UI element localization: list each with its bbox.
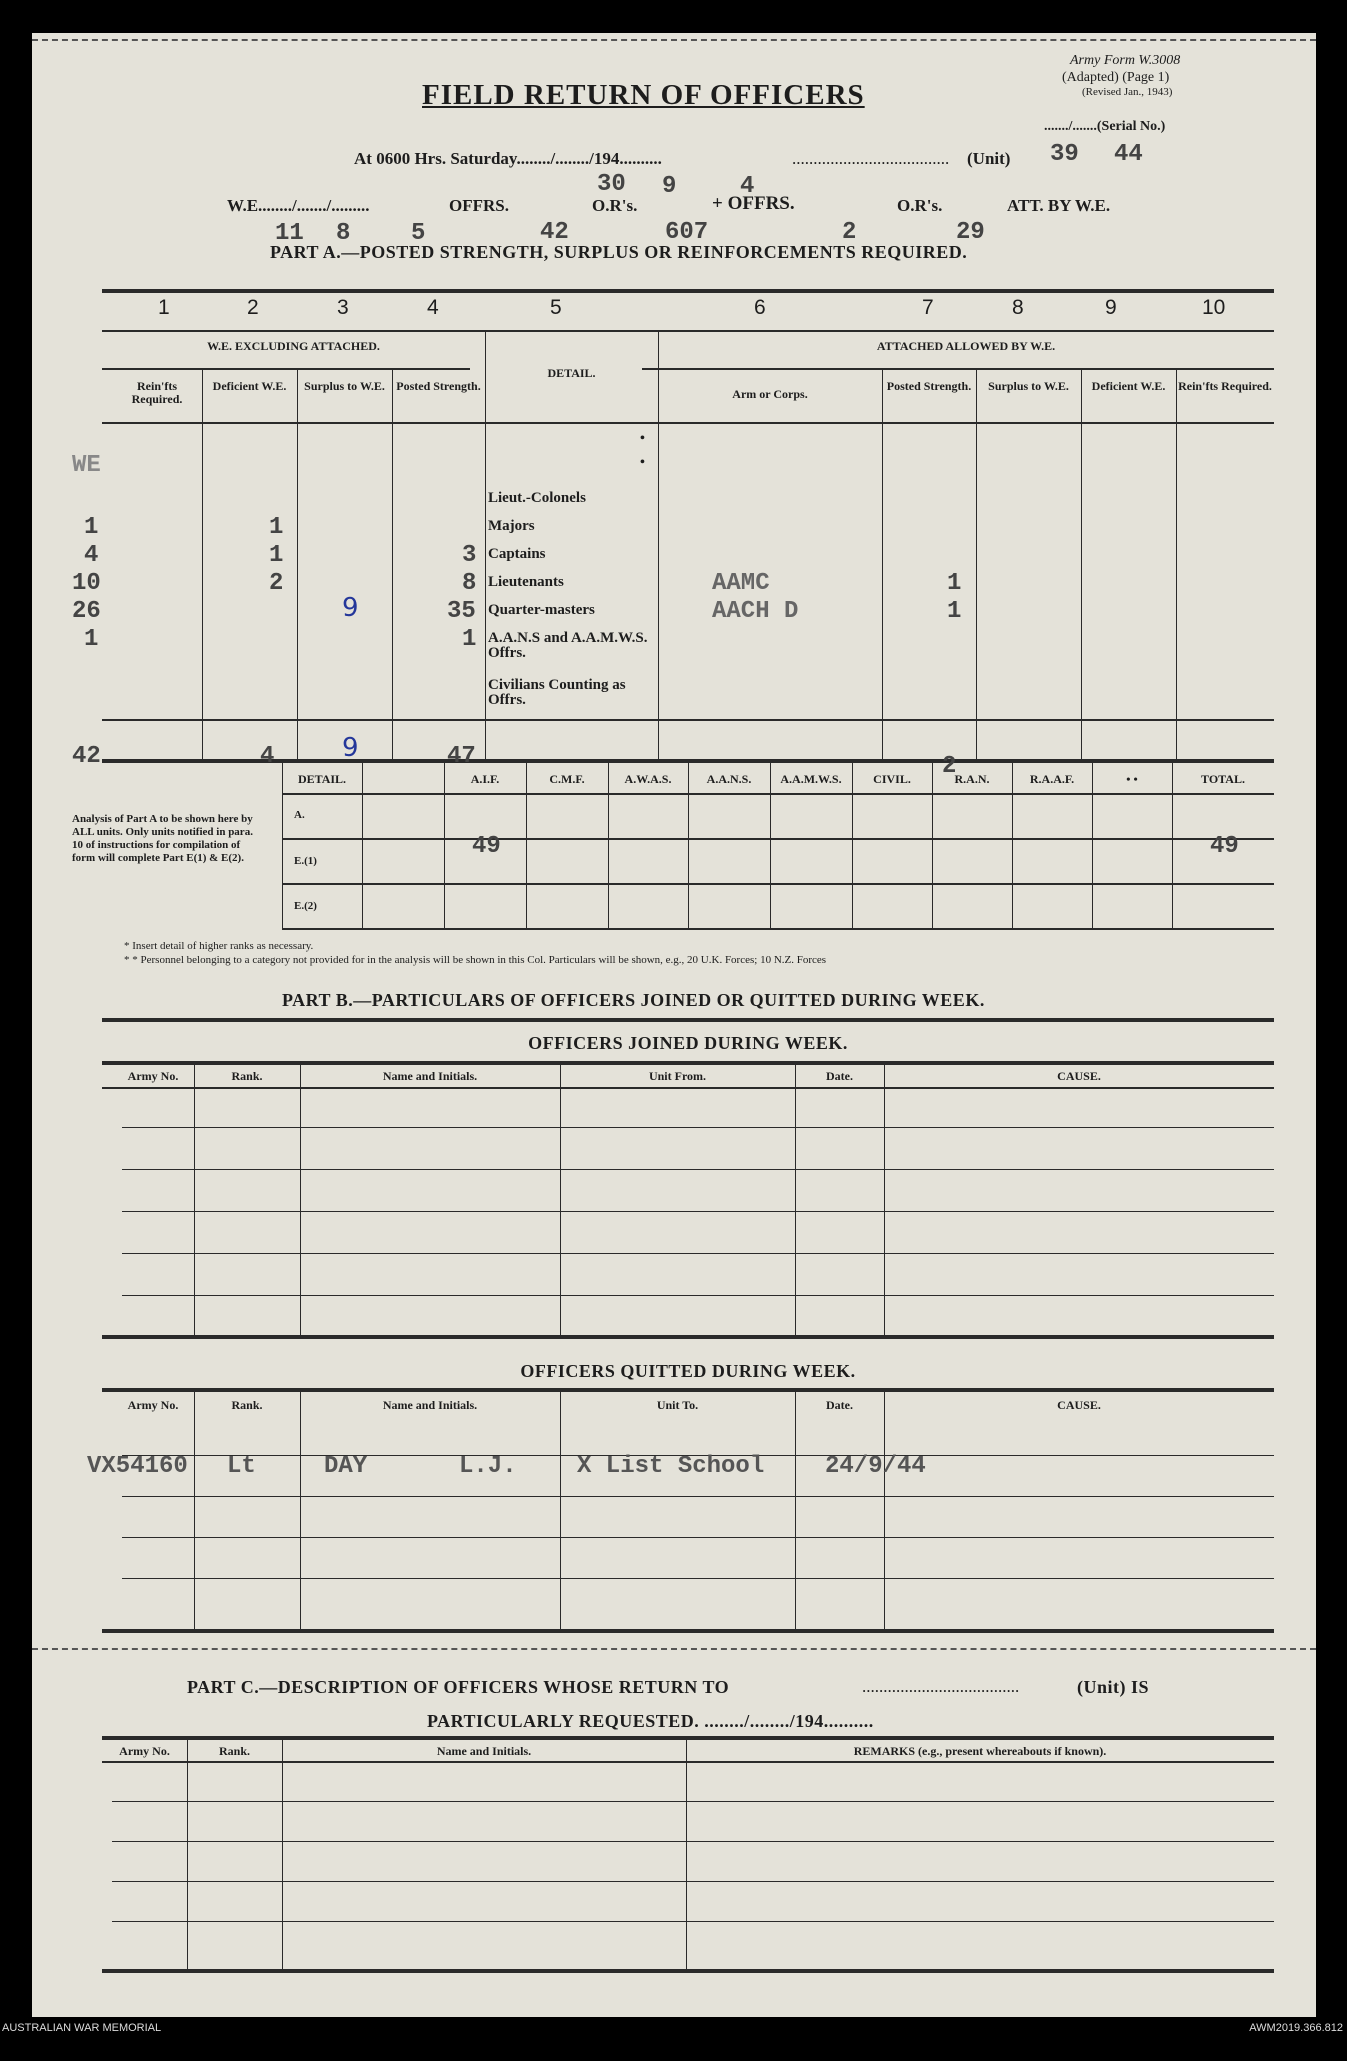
quitted-initials: L.J. xyxy=(459,1453,517,1480)
unit-dots: ..................................... xyxy=(792,149,950,168)
col-line-2 xyxy=(297,368,298,761)
part-b-heading: PART B.—PARTICULARS OF OFFICERS JOINED OR QUITTED DURING WEEK. xyxy=(282,990,985,1010)
an-head-aif: A.I.F. xyxy=(470,772,500,786)
analysis-note: Analysis of Part A to be shown here by ALL units. Only units notified in para. 10 of instructions for compilation of form will complete Part E(1) & E(2). xyxy=(72,813,253,864)
we-line-we: W.E......../......./......... xyxy=(227,196,370,215)
typed-year: 4 xyxy=(740,173,755,200)
an-line-9 xyxy=(1012,761,1013,929)
an-head-detail: DETAIL. xyxy=(297,772,347,786)
part-c-col-remarks: REMARKS (e.g., present whereabouts if known). xyxy=(853,1744,1107,1758)
quitted-line-3 xyxy=(122,1537,1274,1538)
quitted-col-1 xyxy=(194,1388,195,1631)
we-line-ors2: O.R's. xyxy=(897,196,943,215)
quitted-name: DAY xyxy=(324,1453,368,1480)
row-civilians: Civilians Counting as Offrs. xyxy=(488,677,626,708)
joined-col-4 xyxy=(795,1061,796,1337)
col-line-1 xyxy=(202,368,203,761)
form-ref-line2: (Adapted) (Page 1) xyxy=(1062,70,1170,85)
head-posted: Posted Strength. xyxy=(396,379,481,393)
typed-ors2: 29 xyxy=(956,219,985,246)
we-line-att: ATT. BY W.E. xyxy=(1007,196,1111,215)
form-sheet xyxy=(32,33,1316,2017)
joined-line-1 xyxy=(122,1127,1274,1128)
part-c-bottom-rule xyxy=(102,1969,1274,1973)
total-c3-pen: 9 xyxy=(342,733,359,763)
typed-unit-b: 44 xyxy=(1114,141,1143,168)
analysis-head-rule xyxy=(282,793,1274,795)
part-c-line-2 xyxy=(112,1841,1274,1842)
joined-line-4 xyxy=(122,1253,1274,1254)
col-num-10: 10 xyxy=(1202,296,1226,319)
corps-aach: AACH D xyxy=(712,598,799,625)
part-a-numrow-rule xyxy=(102,330,1274,332)
part-a-head-bottom xyxy=(102,422,1274,424)
quitted-col-name: Name and Initials. xyxy=(382,1398,478,1412)
an-row-e1: E.(1) xyxy=(294,855,317,867)
part-c-top-rule xyxy=(102,1736,1274,1740)
footnote-2: * * Personnel belonging to a category not provided for in the analysis will be shown in this Col. Particulars will be shown, e.g., 20 U.K. Forces; 10 N.Z. Forces xyxy=(124,954,827,966)
typed-we-3: 5 xyxy=(411,220,426,247)
head-deficient-att: Deficient W.E. xyxy=(1091,379,1166,393)
bullet-2: • xyxy=(640,455,645,470)
head-surplus-att: Surplus to W.E. xyxy=(988,379,1069,393)
row-majors: Majors xyxy=(488,518,535,534)
bullet-1: • xyxy=(640,431,645,446)
an-line-5 xyxy=(688,761,689,929)
an-head-raaf: R.A.A.F. xyxy=(1029,772,1075,786)
right-subhead-rule xyxy=(642,368,1274,370)
perforation-top xyxy=(32,39,1316,41)
an-aif-value: 49 xyxy=(472,833,501,860)
c1-lieutenants: 10 xyxy=(72,570,101,597)
row-captains: Captains xyxy=(488,546,546,562)
c1-quartermasters: 26 xyxy=(72,598,101,625)
an-head-awas: A.W.A.S. xyxy=(624,772,672,786)
unit-label: (Unit) xyxy=(967,149,1011,168)
typed-we-1: 11 xyxy=(275,220,304,247)
col-line-3 xyxy=(392,368,393,761)
joined-line-5 xyxy=(122,1295,1274,1296)
joined-bottom-rule xyxy=(102,1335,1274,1339)
an-head-ran: R.A.N. xyxy=(954,772,990,786)
an-line-11 xyxy=(1172,761,1173,929)
an-head-aamws: A.A.M.W.S. xyxy=(780,772,842,786)
c4-aans: 1 xyxy=(462,626,477,653)
quitted-col-5 xyxy=(884,1388,885,1631)
quitted-rank: Lt xyxy=(227,1453,256,1480)
form-ref-line1: Army Form W.3008 xyxy=(1070,53,1181,68)
c1-captains: 4 xyxy=(84,542,99,569)
col-num-4: 4 xyxy=(427,296,439,319)
part-c-line1a: PART C.—DESCRIPTION OF OFFICERS WHOSE RETURN TO xyxy=(187,1677,730,1697)
an-line-0 xyxy=(282,761,283,929)
quitted-top-rule xyxy=(102,1388,1274,1392)
an-head-other: • • xyxy=(1126,772,1138,786)
joined-top-rule xyxy=(102,1061,1274,1065)
analysis-row-a-rule xyxy=(282,838,1274,840)
form-ref-line3: (Revised Jan., 1943) xyxy=(1082,86,1173,98)
part-c-line-3 xyxy=(112,1881,1274,1882)
col-num-1: 1 xyxy=(158,296,170,319)
quitted-unit-to: X List School xyxy=(577,1453,765,1480)
joined-col-name: Name and Initials. xyxy=(382,1069,478,1083)
quitted-col-cause: CAUSE. xyxy=(1057,1398,1101,1412)
row-quartermasters: Quarter-masters xyxy=(488,602,595,618)
part-c-line1b: (Unit) IS xyxy=(1077,1677,1150,1697)
serial-no: ......./.......(Serial No.) xyxy=(1044,119,1166,134)
part-c-col-rank: Rank. xyxy=(218,1744,250,1758)
footer-institution: AUSTRALIAN WAR MEMORIAL xyxy=(2,2022,162,2034)
typed-we-mark: WE xyxy=(72,452,101,479)
quitted-army-no: VX54160 xyxy=(87,1453,188,1480)
joined-col-army-no: Army No. xyxy=(127,1069,179,1083)
typed-unit-a: 39 xyxy=(1050,141,1079,168)
attached-head: ATTACHED ALLOWED BY W.E. xyxy=(876,339,1056,353)
joined-col-3 xyxy=(560,1061,561,1337)
joined-col-cause: CAUSE. xyxy=(1057,1069,1101,1083)
part-c-line2: PARTICULARLY REQUESTED. ......../......../194.......... xyxy=(427,1711,874,1731)
quitted-col-unit: Unit To. xyxy=(656,1398,699,1412)
typed-we-2: 8 xyxy=(336,220,351,247)
part-c-col-army-no: Army No. xyxy=(119,1744,170,1758)
part-b-rule-1 xyxy=(102,1018,1274,1022)
joined-col-1 xyxy=(194,1061,195,1337)
col-num-9: 9 xyxy=(1105,296,1117,319)
total-c2: 4 xyxy=(260,743,275,770)
quitted-date: 24/9/44 xyxy=(825,1453,926,1480)
an-head-civil: CIVIL. xyxy=(873,772,911,786)
head-surplus: Surplus to W.E. xyxy=(304,379,385,393)
col-num-3: 3 xyxy=(337,296,349,319)
detail-head: DETAIL. xyxy=(547,366,596,380)
an-line-1 xyxy=(362,761,363,929)
total-c4: 47 xyxy=(447,743,476,770)
col-line-7 xyxy=(976,368,977,761)
analysis-row-e1-rule xyxy=(282,883,1274,885)
an-line-10 xyxy=(1092,761,1093,929)
quitted-col-3 xyxy=(560,1388,561,1631)
page-title: FIELD RETURN OF OFFICERS xyxy=(422,79,865,111)
footnote-1: * Insert detail of higher ranks as necessary. xyxy=(124,940,314,952)
typed-ors: 607 xyxy=(665,219,709,246)
c2-majors: 1 xyxy=(269,514,284,541)
row-lieut-colonels: Lieut.-Colonels xyxy=(488,490,586,506)
col-line-8 xyxy=(1081,368,1082,761)
head-reinfts: Rein'fts Required. xyxy=(131,379,183,406)
we-excluding-head: W.E. EXCLUDING ATTACHED. xyxy=(207,339,380,353)
part-a-total-rule xyxy=(102,719,1274,721)
part-a-heading: PART A.—POSTED STRENGTH, SURPLUS OR REINFORCEMENTS REQUIRED. xyxy=(270,242,968,262)
joined-heading: OFFICERS JOINED DURING WEEK. xyxy=(528,1033,848,1053)
c4-lieutenants: 8 xyxy=(462,570,477,597)
typed-month: 9 xyxy=(662,173,677,200)
perforation-mid xyxy=(32,1648,1316,1650)
col-num-8: 8 xyxy=(1012,296,1024,319)
an-row-e2: E.(2) xyxy=(294,900,317,912)
quitted-col-2 xyxy=(300,1388,301,1631)
joined-col-2 xyxy=(300,1061,301,1337)
quitted-bottom-rule xyxy=(102,1629,1274,1633)
col-num-2: 2 xyxy=(247,296,259,319)
part-c-col-name: Name and Initials. xyxy=(436,1744,532,1758)
col-line-6 xyxy=(882,368,883,761)
quitted-col-army-no: Army No. xyxy=(127,1398,179,1412)
an-line-3 xyxy=(526,761,527,929)
part-c-head-rule xyxy=(102,1761,1274,1763)
joined-line-3 xyxy=(122,1211,1274,1212)
footer-accession: AWM2019.366.812 xyxy=(1249,2022,1343,2034)
quitted-line-4 xyxy=(122,1578,1274,1579)
an-total-value: 49 xyxy=(1210,833,1239,860)
col-line-4 xyxy=(485,330,486,761)
left-subhead-rule xyxy=(102,368,470,370)
c4-captains: 3 xyxy=(462,542,477,569)
an-row-a: A. xyxy=(294,809,305,821)
c2-captains: 1 xyxy=(269,542,284,569)
joined-col-unit: Unit From. xyxy=(648,1069,707,1083)
col-num-5: 5 xyxy=(550,296,562,319)
we-line-offrs: OFFRS. xyxy=(449,196,509,215)
head-arm-corps: Arm or Corps. xyxy=(732,387,808,401)
c4-quartermasters: 35 xyxy=(447,598,476,625)
head-posted-att: Posted Strength. xyxy=(886,379,972,393)
head-reinfts-att: Rein'fts Required. xyxy=(1178,379,1272,393)
col-line-9 xyxy=(1176,368,1177,761)
part-c-col-1 xyxy=(187,1736,188,1971)
quitted-line-2 xyxy=(122,1496,1274,1497)
total-c1: 42 xyxy=(72,743,101,770)
c7-quartermasters: 1 xyxy=(947,598,962,625)
quitted-col-4 xyxy=(795,1388,796,1631)
joined-line-2 xyxy=(122,1169,1274,1170)
col-num-7: 7 xyxy=(922,296,934,319)
part-c-unit-dots: ..................................... xyxy=(862,1677,1020,1696)
an-line-7 xyxy=(852,761,853,929)
joined-col-5 xyxy=(884,1061,885,1337)
part-c-col-3 xyxy=(686,1736,687,1971)
part-c-col-2 xyxy=(282,1736,283,1971)
we-line-ors: O.R's. xyxy=(592,196,638,215)
typed-offrs2: 2 xyxy=(842,219,857,246)
c7-lieutenants: 1 xyxy=(947,570,962,597)
part-c-line-1 xyxy=(112,1801,1274,1802)
quitted-col-date: Date. xyxy=(826,1398,853,1412)
we-line-plus-offrs: + OFFRS. xyxy=(712,193,795,214)
col-num-6: 6 xyxy=(754,296,766,319)
typed-day: 30 xyxy=(597,171,626,198)
part-a-top-rule xyxy=(102,289,1274,293)
an-head-aans: A.A.N.S. xyxy=(706,772,752,786)
an-head-cmf: C.M.F. xyxy=(549,772,585,786)
at-hrs-line: At 0600 Hrs. Saturday......../......../194.......... xyxy=(354,149,662,168)
joined-head-rule xyxy=(102,1087,1274,1089)
corps-aamc: AAMC xyxy=(712,570,770,597)
joined-col-date: Date. xyxy=(826,1069,853,1083)
c1-majors: 1 xyxy=(84,514,99,541)
an-line-2 xyxy=(444,761,445,929)
head-deficient: Deficient W.E. xyxy=(212,379,287,393)
part-c-line-4 xyxy=(112,1921,1274,1922)
quitted-heading: OFFICERS QUITTED DURING WEEK. xyxy=(520,1361,856,1381)
an-line-6 xyxy=(770,761,771,929)
an-head-total: TOTAL. xyxy=(1201,772,1245,786)
c2-lieutenants: 2 xyxy=(269,570,284,597)
row-aans: A.A.N.S and A.A.M.W.S. Offrs. xyxy=(488,630,648,661)
c3-quartermasters-pen: 9 xyxy=(342,593,359,623)
quitted-col-rank: Rank. xyxy=(231,1398,263,1412)
an-line-4 xyxy=(608,761,609,929)
analysis-row-e2-rule xyxy=(282,928,1274,930)
c1-aans: 1 xyxy=(84,626,99,653)
joined-col-rank: Rank. xyxy=(231,1069,263,1083)
typed-offrs: 42 xyxy=(540,219,569,246)
an-line-8 xyxy=(932,761,933,929)
total-c7: 2 xyxy=(942,753,957,780)
row-lieutenants: Lieutenants xyxy=(488,574,564,590)
